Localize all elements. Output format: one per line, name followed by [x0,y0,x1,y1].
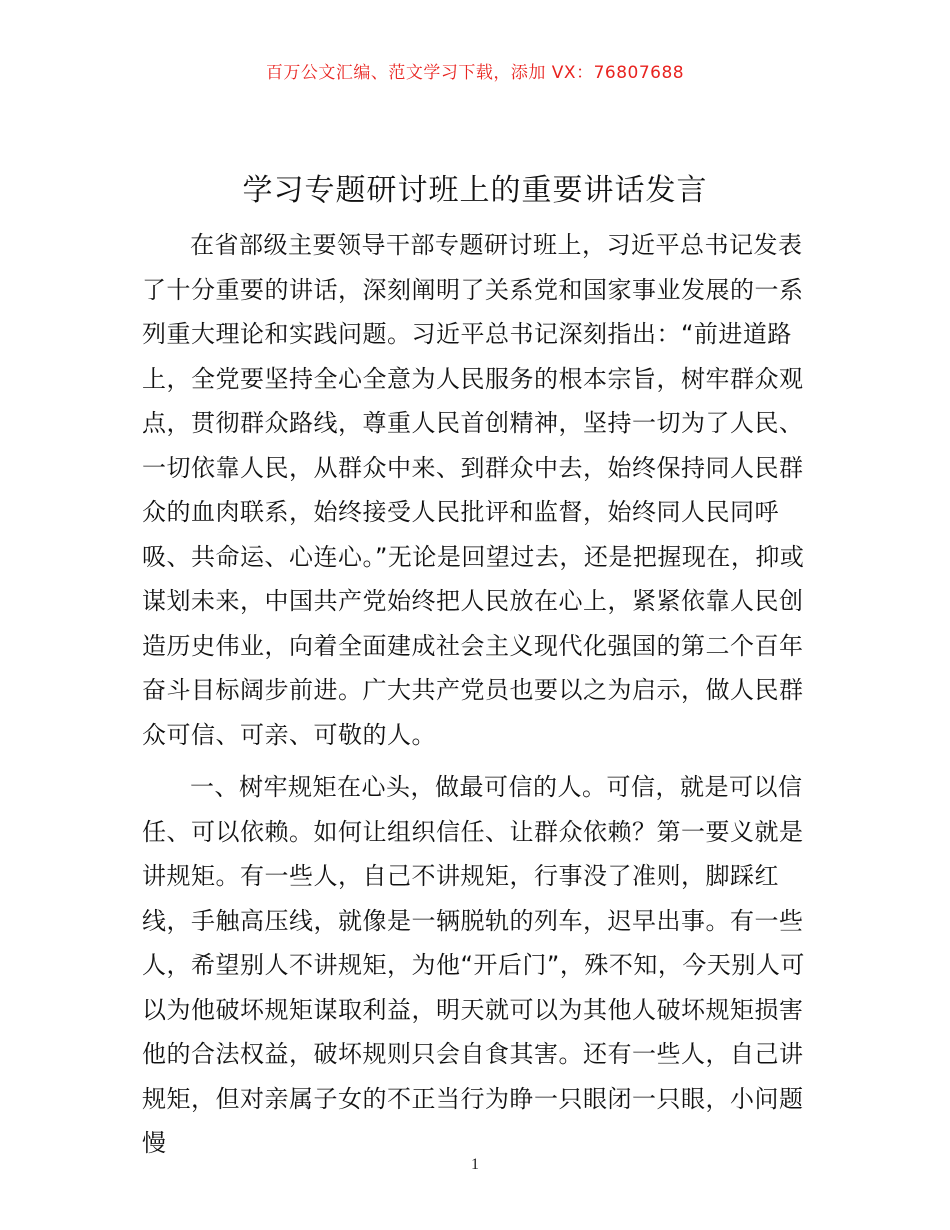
document-body [142,223,818,1166]
header-note: 百万公文汇编、范文学习下载，添加 VX：76807688 [265,63,685,83]
page-number: 1 [471,1156,479,1173]
page-title: 学习专题研讨班上的重要讲话发言 [242,173,708,208]
paragraph-intro: 在省部级主要领导干部专题研讨班上，习近平总书记发表了十分重要的讲话，深刻阐明了关系党和国家事业发展的一系列重大理论和实践问题。习近平总书记深刻指出：“前进道路上，全党要坚持全心全意为人民服务的根本宗旨，树牢群众观点，贯彻群众路线，尊重人民首创精神，坚持一切为了人民、一切依靠人民，从群众中来、到群众中去，始终保持同人民群众的血肉联系，始终接受人民批评和监督，始终同人民同呼吸、共命运、心连心。”无论是回望过去，还是把握现在，抑或谋划未来，中国共产党始终把人民放在心上，紧紧依靠人民创造历史伟业，向着全面建成社会主义现代化强国的第二个百年奋斗目标阔步前进。广大共产党员也要以之为启示，做人民群众可信、可亲、可敬的人。 [142,231,805,749]
paragraph-section-one: 一、树牢规矩在心头，做最可信的人。可信，就是可以信任、可以依赖。如何让组织信任、让群众依赖？第一要义就是讲规矩。有一些人，自己不讲规矩，行事没了准则，脚踩红线，手触高压线，就像是一辆脱轨的列车，迟早出事。有一些人，希望别人不讲规矩，为他“开后门”，殊不知，今天别人可以为他破坏规矩谋取利益，明天就可以为其他人破坏规矩损害他的合法权益，破坏规则只会自食其害。还有一些人，自己讲规矩，但对亲属子女的不正当行为睁一只眼闭一只眼，小问题慢 [142,773,805,1157]
